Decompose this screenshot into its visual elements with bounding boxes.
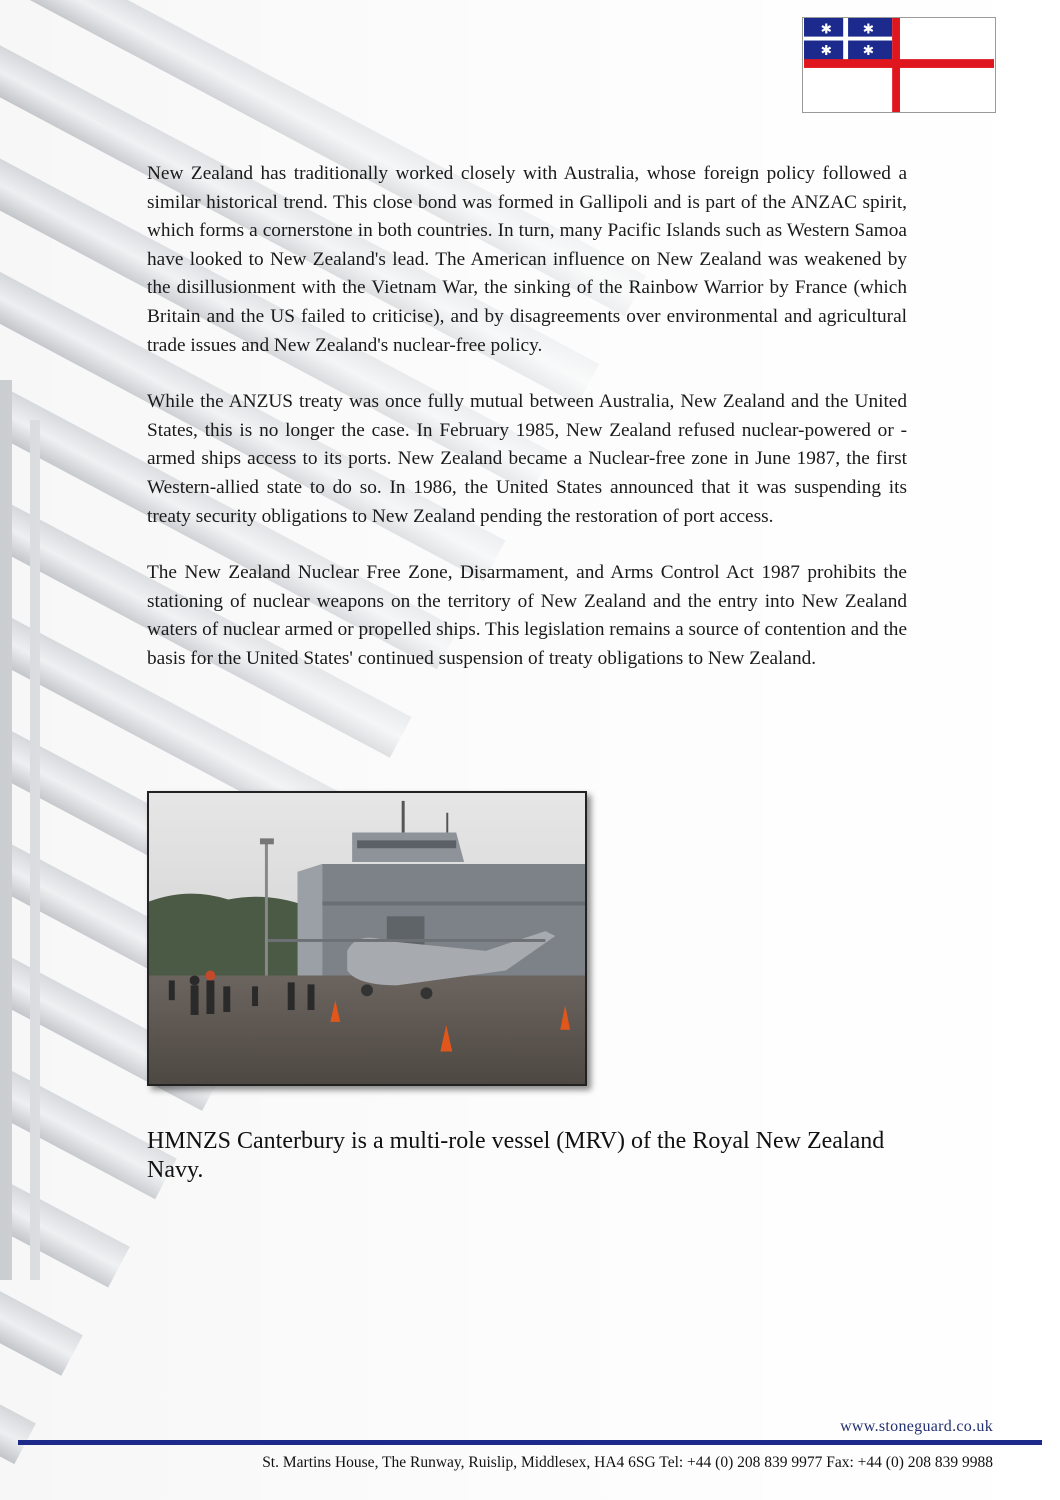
paragraph-1: New Zealand has traditionally worked closely with Australia, whose foreign policy followed a similar historical trend. This close bond was formed in Gallipoli and is part of the ANZAC spirit, which forms a cornerstone in both countries. In turn, many Pacific Islands such as Western Samoa have looked to New Zealand's lead. The American influence on New Zealand was weakened by the disillusionment with the Vietnam War, the sinking of the Rainbow Warrior by France (which Britain and the US failed to criticise), and by disagreements over environmental and agricultural trade issues and New Zealand's nuclear-free policy.: [147, 163, 907, 356]
footer-divider: [18, 1440, 1042, 1445]
footer-website-link[interactable]: www.stoneguard.co.uk: [840, 1418, 993, 1435]
svg-text:✱: ✱: [820, 21, 833, 38]
footer-address: St. Martins House, The Runway, Ruislip, Middlesex, HA4 6SG Tel: +44 (0) 208 839 9977 Fax: +44 (0) 208 839 9988: [262, 1454, 993, 1471]
paragraph-3: The New Zealand Nuclear Free Zone, Disarmament, and Arms Control Act 1987 prohibits the stationing of nuclear weapons on the territory of New Zealand and the entry into New Zealand waters of nuclear armed or propelled ships. This legislation remains a source of contention and the basis for the United States' continued suspension of treaty obligations to New Zealand.: [147, 562, 907, 669]
ship-helicopter-photo-icon: [149, 793, 585, 1084]
article-body: [147, 160, 907, 702]
paragraph-2: While the ANZUS treaty was once fully mutual between Australia, New Zealand and the United States, this is no longer the case. In February 1985, New Zealand refused nuclear-powered or -armed ships access to its ports. New Zealand became a Nuclear-free zone in June 1987, the first Western-allied state to do so. In 1986, the United States announced that it was suspending its treaty security obligations to New Zealand pending the restoration of port access.: [147, 391, 907, 527]
flag-icon: [803, 18, 995, 112]
ship-photo: [147, 791, 587, 1086]
svg-text:✱: ✱: [820, 43, 833, 60]
svg-text:✱: ✱: [862, 43, 875, 60]
photo-caption: HMNZS Canterbury is a multi-role vessel (MRV) of the Royal New Zealand Navy.: [147, 1128, 885, 1183]
flag-image: [802, 17, 996, 113]
svg-text:✱: ✱: [862, 21, 875, 38]
